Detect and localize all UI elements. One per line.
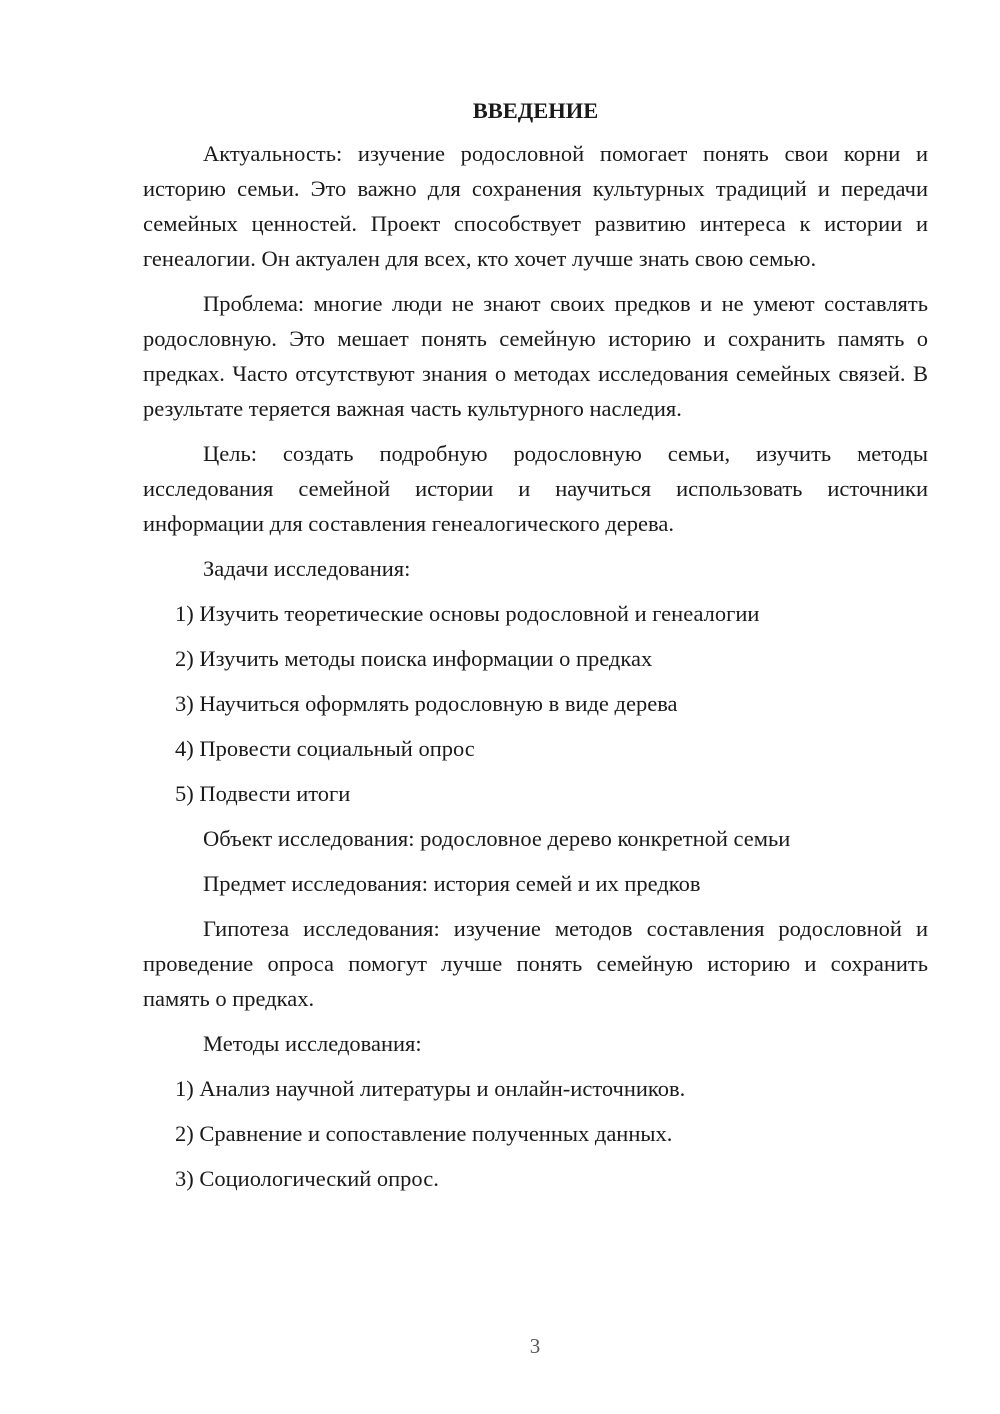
goal-paragraph: Цель: создать подробную родословную семьи, изучить методы исследования семейной истории и научиться использовать источники информации для составления генеалогического дерева. [143,441,928,536]
method-item: 2) Сравнение и сопоставление полученных данных. [175,1121,673,1146]
task-item: 5) Подвести итоги [175,781,351,806]
section-title: ВВЕДЕНИЕ [472,98,599,123]
problem-paragraph: Проблема: многие люди не знают своих предков и не умеют составлять родословную. Это мешает понять семейную историю и сохранить память о предках. Часто отсутствуют знания о методах исследования семейных связей. В результате теряется важная часть культурного наследия. [143,291,928,421]
relevance-paragraph: Актуальность: изучение родословной помогает понять свои корни и историю семьи. Это важно для сохранения культурных традиций и передачи семейных ценностей. Проект способствует развитию интереса к истории и генеалогии. Он актуален для всех, кто хочет лучше знать свою семью. [143,141,928,271]
subject-paragraph: Предмет исследования: история семей и их предков [203,871,701,896]
tasks-heading: Задачи исследования: [203,556,411,581]
task-item: 3) Научиться оформлять родословную в виде дерева [175,691,678,716]
method-item: 3) Социологический опрос. [175,1166,439,1191]
task-item: 4) Провести социальный опрос [175,736,475,761]
task-item: 2) Изучить методы поиска информации о предках [175,646,653,671]
page-content [143,96,928,1206]
page-number: 3 [529,1334,541,1358]
methods-heading: Методы исследования: [203,1031,422,1056]
object-paragraph: Объект исследования: родословное дерево конкретной семьи [203,826,791,851]
method-item: 1) Анализ научной литературы и онлайн-источников. [175,1076,686,1101]
task-item: 1) Изучить теоретические основы родословной и генеалогии [175,601,760,626]
hypothesis-paragraph: Гипотеза исследования: изучение методов составления родословной и проведение опроса помогут лучше понять семейную историю и сохранить память о предках. [143,916,928,1011]
